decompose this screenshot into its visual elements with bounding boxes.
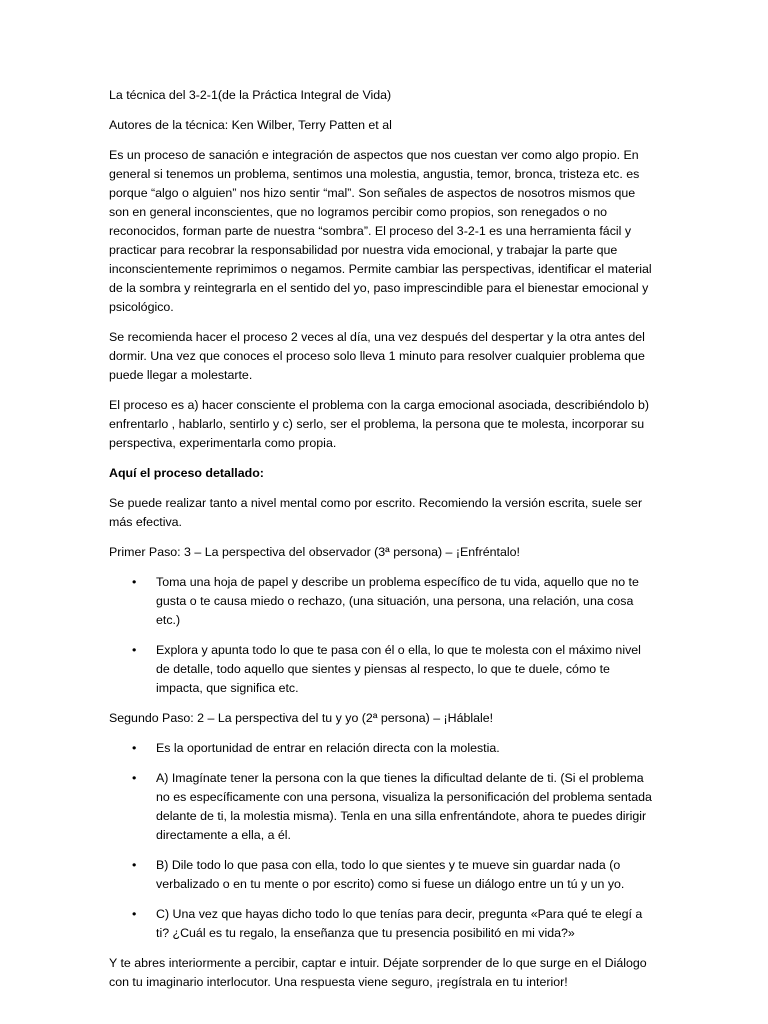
bullet-icon: • xyxy=(132,575,137,589)
list-item-text: Toma una hoja de papel y describe un problema específico de tu vida, aquello que no te gusta o te causa miedo o rechazo, (una situación, una persona, una relación, una cosa etc.) xyxy=(156,575,639,627)
bullet-icon: • xyxy=(132,771,137,785)
process-summary-paragraph: El proceso es a) hacer consciente el problema con la carga emocional asociada, describiéndolo b) enfrentarlo , hablarlo, sentirlo y c) serlo, ser el problema, la persona que te molesta, incorporar su perspectiva, experimentarla como propia. xyxy=(109,398,649,450)
step1-heading: Primer Paso: 3 – La perspectiva del observador (3ª persona) – ¡Enfréntalo! xyxy=(109,545,520,559)
intro-paragraph: Es un proceso de sanación e integración de aspectos que nos cuestan ver como algo propio. En general si tenemos un problema, sentimos una molestia, angustia, temor, bronca, tristeza etc. es porque “algo o alguien” nos hizo sentir “mal”. Son señales de aspectos de nosotros mismos que son en general inconscientes, que no logramos percibir como propios, son renegados o no reconocidos, forman parte de nuestra “sombra”. El proceso del 3-2-1 es una herramienta fácil y practicar para recobrar la responsabilidad por nuestra vida emocional, y trabajar la parte que inconscientemente reprimimos o negamos. Permite cambiar las perspectivas, identificar el material de la sombra y reintegrarla en el sentido del yo, paso imprescindible para el bienestar emocional y psicológico. xyxy=(109,148,652,314)
step1-list xyxy=(109,573,658,698)
list-item xyxy=(109,769,658,845)
list-item xyxy=(109,573,658,630)
list-item-text: Es la oportunidad de entrar en relación directa con la molestia. xyxy=(156,741,500,755)
list-item xyxy=(109,739,658,758)
bullet-icon: • xyxy=(132,907,137,921)
bullet-icon: • xyxy=(132,643,137,657)
step2-heading: Segundo Paso: 2 – La perspectiva del tu y yo (2ª persona) – ¡Háblale! xyxy=(109,711,494,725)
authors-line: Autores de la técnica: Ken Wilber, Terry Patten et al xyxy=(109,118,392,132)
document-title: La técnica del 3-2-1(de la Práctica Integral de Vida) xyxy=(109,88,392,102)
process-intro-paragraph: Se puede realizar tanto a nivel mental como por escrito. Recomiendo la versión escrita, suele ser más efectiva. xyxy=(109,496,643,529)
bullet-icon: • xyxy=(132,858,137,872)
list-item xyxy=(109,856,658,894)
list-item-text: Explora y apunta todo lo que te pasa con él o ella, lo que te molesta con el máximo nivel de detalle, todo aquello que sientes y piensas al respecto, lo que te duele, cómo te impacta, que significa etc. xyxy=(156,643,641,695)
bullet-icon: • xyxy=(132,741,137,755)
recommendation-paragraph: Se recomienda hacer el proceso 2 veces al día, una vez después del despertar y la otra antes del dormir. Una vez que conoces el proceso solo lleva 1 minuto para resolver cualquier problema que puede llegar a molestarte. xyxy=(109,330,645,382)
list-item-text: C) Una vez que hayas dicho todo lo que tenías para decir, pregunta «Para qué te elegí a ti? ¿Cuál es tu regalo, la enseñanza que tu presencia posibilitó en mi vida?» xyxy=(156,907,643,940)
step2-list xyxy=(109,739,658,943)
closing-paragraph: Y te abres interiormente a percibir, captar e intuir. Déjate sorprender de lo que surge en el Diálogo con tu imaginario interlocutor. Una respuesta viene seguro, ¡regístrala en tu interior! xyxy=(109,956,647,989)
list-item-text: B) Dile todo lo que pasa con ella, todo lo que sientes y te mueve sin guardar nada (o verbalizado o en tu mente o por escrito) como si fuese un diálogo entre un tú y un yo. xyxy=(156,858,625,891)
list-item xyxy=(109,905,658,943)
list-item-text: A) Imagínate tener la persona con la que tienes la dificultad delante de ti. (Si el problema no es específicamente con una persona, visualiza la personificación del problema sentada delante de ti, la molestia misma). Tenla en una silla enfrentándote, ahora te puedes dirigir directamente a ella, a él. xyxy=(156,771,652,842)
process-heading: Aquí el proceso detallado: xyxy=(109,466,264,480)
list-item xyxy=(109,641,658,698)
